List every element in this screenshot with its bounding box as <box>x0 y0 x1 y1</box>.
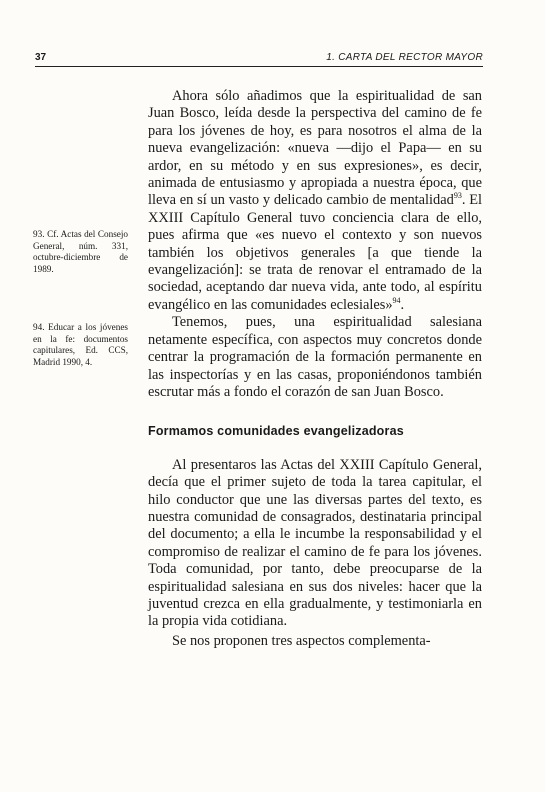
page-number: 37 <box>35 52 47 63</box>
paragraph: Tenemos, pues, una espiritualidad salesiana netamente específica, con aspectos muy concretos donde centrar la programación de la formación permanente en las inspectorías y en las casas, proponiéndonos también escrutar más a fondo el corazón de san Juan Bosco. <box>148 314 482 400</box>
footnote-ref: 93 <box>453 191 462 201</box>
main-text <box>148 88 482 650</box>
paragraph: Al presentaros las Actas del XXIII Capítulo General, decía que el primer sujeto de toda la tarea capitular, el hilo conductor que une las diversas partes del texto, es nuestra comunidad de consagrados, destinataria principal del documento; a ella le incumbe la responsabilidad y el compromiso de realizar el camino de fe para los jóvenes. Toda comunidad, por tanto, debe preocuparse de la espiritualidad salesiana en sus dos niveles: hacer que la juventud crezca en ella gradualmente, y testimoniarla en la propia vida cotidiana. <box>148 456 482 630</box>
section-heading: Formamos comunidades evangelizadoras <box>148 424 404 439</box>
running-header <box>35 50 483 67</box>
footnote-text: Cf. Actas del Consejo General, núm. 331, octubre-diciembre de 1989. <box>33 229 128 274</box>
paragraph: Ahora sólo añadimos que la espiritualidad de san Juan Bosco, leída desde la perspectiva del camino de fe para los jóvenes de hoy, es para nosotros el alma de la nueva evangelización: «nueva —dijo el Papa— en su ardor, en su método y en sus expresiones», es decir, animada de entusiasmo y apropiada a nuestra época, que lleva en sí un vasto y delicado cambio de mentalidad$^{93}$. El XXIII Capítulo General tuvo conciencia clara de ello, pues afirma que «es nuevo el contexto y son nuevos también los objetivos generales [a que tiende la evangelización]: se trata de renovar el entramado de la sociedad, aceptando dar nueva vida, ante todo, al espíritu evangélico en las comunidades eclesiales»$^{94}$. <box>148 88 483 313</box>
paragraph: Se nos proponen tres aspectos complementa- <box>172 632 431 649</box>
running-title: 1. CARTA DEL RECTOR MAYOR <box>326 52 483 63</box>
footnote-text: Educar a los jóvenes en la fe: documentos capitulares, Ed. CCS, Madrid 1990, 4. <box>33 322 128 367</box>
footnote-number: 94. <box>33 322 45 332</box>
footnote-number: 93. <box>33 229 45 239</box>
footnote-93 <box>33 229 128 275</box>
footnote-ref: 94 <box>392 296 401 306</box>
footnote-94 <box>33 322 128 368</box>
